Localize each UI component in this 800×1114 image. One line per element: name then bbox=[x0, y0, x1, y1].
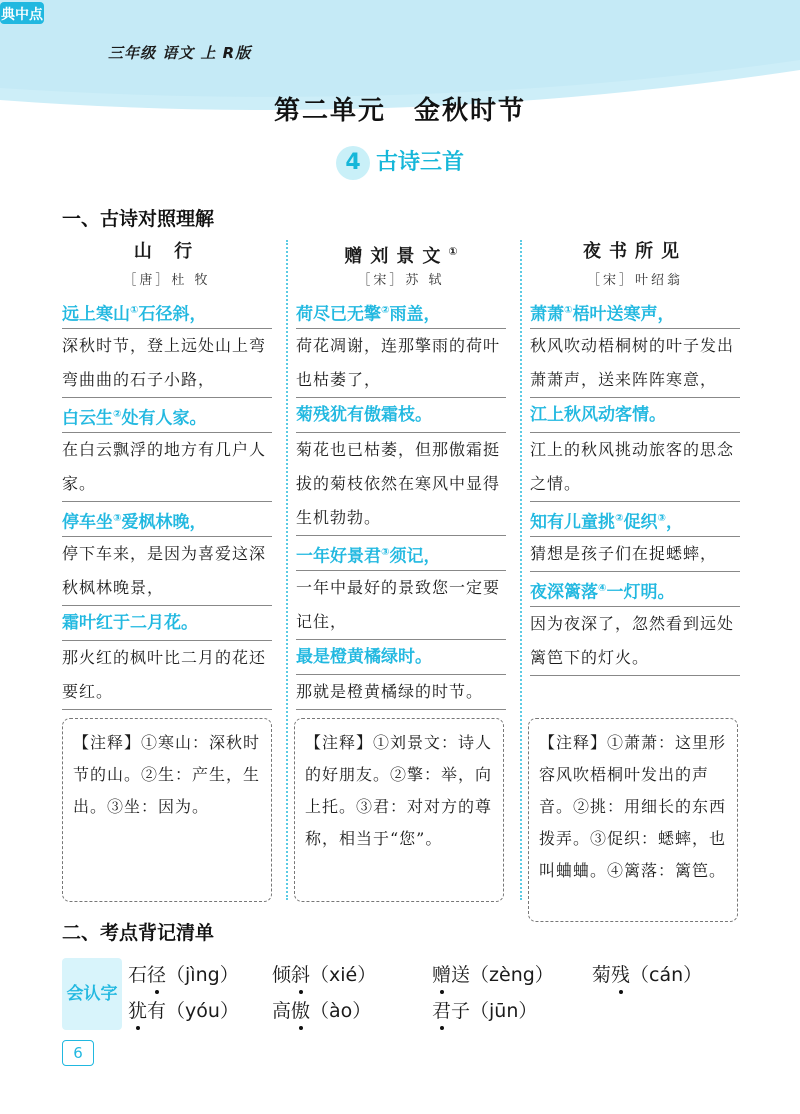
poem-line: 停车坐③爱枫林晚， bbox=[62, 502, 272, 537]
poem-line: 一年好景君③须记， bbox=[296, 536, 506, 571]
poem-line: 霜叶红于二月花。 bbox=[62, 606, 272, 641]
poem-title: 夜书所见 bbox=[583, 241, 687, 262]
translation: 江上的秋风挑动旅客的思念之情。 bbox=[530, 433, 740, 502]
translation: 在白云飘浮的地方有几户人家。 bbox=[62, 433, 272, 502]
lesson-title bbox=[0, 145, 800, 180]
lesson-number-badge: 4 bbox=[336, 146, 370, 180]
poem-line: 最是橙黄橘绿时。 bbox=[296, 640, 506, 675]
unit-title: 第二单元 金秋时节 bbox=[273, 96, 526, 126]
poem-line: 远上寒山①石径斜， bbox=[62, 294, 272, 329]
vocab-word: 高傲（ào） bbox=[272, 996, 371, 1023]
lesson-title-text: 古诗三首 bbox=[375, 150, 464, 175]
page-number: 6 bbox=[62, 1040, 94, 1066]
vocab-word: 菊残（cán） bbox=[592, 960, 702, 987]
poem-line: 夜深篱落④一灯明。 bbox=[530, 572, 740, 607]
poem-line: 荷尽已无擎②雨盖， bbox=[296, 294, 506, 329]
notes-text: 【注释】①寒山：深秋时节的山。②生：产生，生出。③坐：因为。 bbox=[73, 733, 261, 816]
column-divider bbox=[520, 240, 522, 900]
poem-author: ［宋］苏 轼 bbox=[357, 273, 445, 288]
translation: 一年中最好的景致您一定要记住， bbox=[296, 571, 506, 640]
translation: 荷花凋谢，连那擎雨的荷叶也枯萎了， bbox=[296, 329, 506, 398]
section-heading-2: 二、考点背记清单 bbox=[62, 922, 215, 944]
vocab-word: 倾斜（xié） bbox=[272, 960, 376, 987]
notes-box bbox=[62, 718, 272, 902]
poem-title: 赠刘景文① bbox=[344, 245, 458, 267]
poem-title: 山 行 bbox=[133, 241, 201, 262]
poem-author: ［宋］叶绍翁 bbox=[586, 273, 683, 288]
vocab-word: 赠送（zèng） bbox=[432, 960, 554, 987]
vocab-word: 石径（jìng） bbox=[128, 960, 239, 987]
poem-line: 知有儿童挑②促织③， bbox=[530, 502, 740, 537]
vocab-label: 会认字 bbox=[62, 958, 122, 1030]
poem-column bbox=[62, 236, 272, 710]
translation: 深秋时节，登上远处山上弯弯曲曲的石子小路， bbox=[62, 329, 272, 398]
svg-text:典中点: 典中点 bbox=[1, 7, 43, 23]
translation: 猜想是孩子们在捉蟋蟀， bbox=[530, 537, 740, 572]
poem-column bbox=[530, 236, 740, 676]
poem-line: 江上秋风动客情。 bbox=[530, 398, 740, 433]
poem-column bbox=[296, 236, 506, 710]
notes-box bbox=[294, 718, 504, 902]
poem-line: 萧萧①梧叶送寒声， bbox=[530, 294, 740, 329]
notes-text: 【注释】①萧萧：这里形容风吹梧桐叶发出的声音。②挑：用细长的东西拨弄。③促织：蟋蟀，也叫蛐蛐。④篱落：篱笆。 bbox=[539, 733, 727, 880]
column-divider bbox=[286, 240, 288, 900]
poem-author: ［唐］杜 牧 bbox=[123, 273, 211, 288]
translation: 秋风吹动梧桐树的叶子发出萧萧声，送来阵阵寒意， bbox=[530, 329, 740, 398]
translation: 那就是橙黄橘绿的时节。 bbox=[296, 675, 506, 710]
section-heading-1: 一、古诗对照理解 bbox=[62, 208, 215, 230]
poem-line: 白云生②处有人家。 bbox=[62, 398, 272, 433]
vocab-word: 君子（jūn） bbox=[432, 996, 537, 1023]
translation: 因为夜深了，忽然看到远处篱笆下的灯火。 bbox=[530, 607, 740, 676]
notes-box bbox=[528, 718, 738, 922]
poem-line: 菊残犹有傲霜枝。 bbox=[296, 398, 506, 433]
brand-logo bbox=[0, 0, 44, 26]
series-label: 三年级 语文 上 R版 bbox=[108, 44, 252, 62]
vocab-word: 犹有（yóu） bbox=[128, 996, 239, 1023]
notes-text: 【注释】①刘景文：诗人的好朋友。②擎：举，向上托。③君：对对方的尊称，相当于“您”。 bbox=[305, 733, 493, 848]
translation: 那火红的枫叶比二月的花还要红。 bbox=[62, 641, 272, 710]
translation: 菊花也已枯萎，但那傲霜挺拔的菊枝依然在寒风中显得生机勃勃。 bbox=[296, 433, 506, 536]
translation: 停下车来，是因为喜爱这深秋枫林晚景， bbox=[62, 537, 272, 606]
